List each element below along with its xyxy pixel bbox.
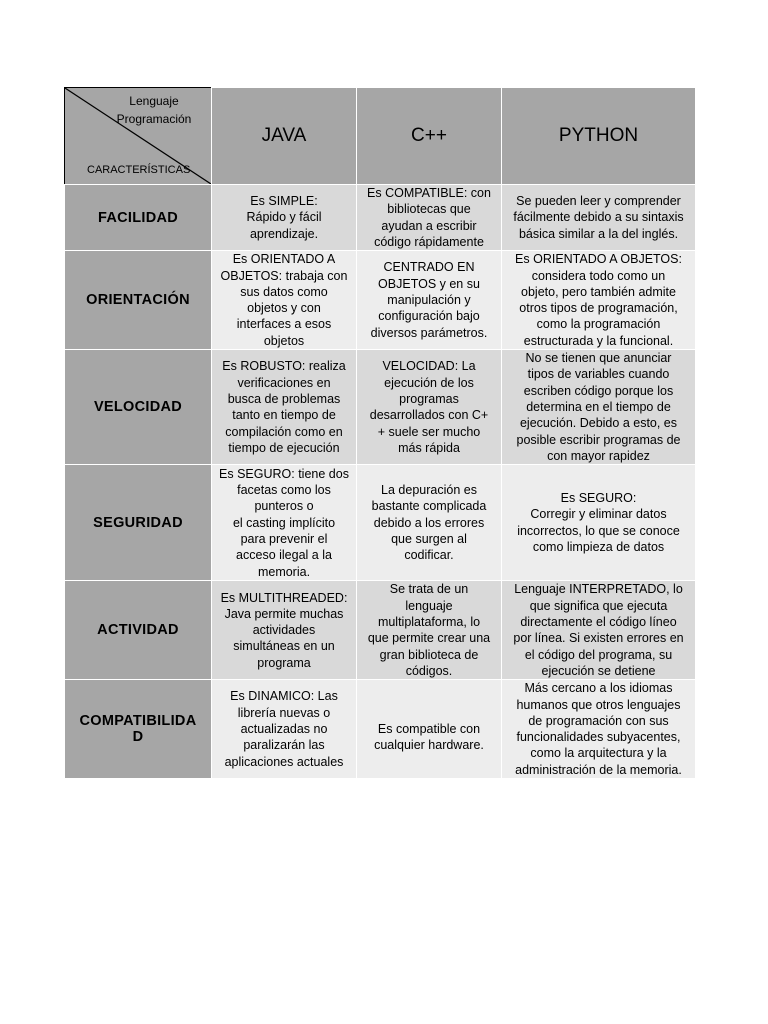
header-python: PYTHON: [502, 88, 696, 185]
cell-text-line: multiplataforma, lo: [377, 614, 481, 629]
cell-text-line: por línea. Si existen errores en: [513, 631, 684, 646]
cell-text-line: Corregir y eliminar datos: [530, 507, 667, 522]
cell-text-line: librería nuevas o: [237, 705, 331, 720]
cell-text-line: bastante complicada: [371, 499, 487, 514]
cell-text-line: VELOCIDAD: La: [382, 359, 476, 374]
cell-text-line: funcionalidades subyacentes,: [516, 730, 681, 745]
cell-text-line: sus datos como: [240, 284, 328, 299]
cell-text-line: como la programación: [536, 317, 661, 332]
cell-text-line: simultáneas en un: [233, 639, 335, 654]
cell-text-line: Es SIMPLE:: [250, 194, 318, 209]
cell-seguridad-python: [502, 465, 696, 581]
cell-text-line: códigos.: [405, 663, 453, 678]
cell-text-line: con mayor rapidez: [547, 448, 650, 463]
cell-text-line: Se trata de un: [389, 582, 469, 597]
cell-text-line: objetos: [263, 333, 305, 348]
corner-language-label: [99, 92, 209, 128]
row-label-orientacion: ORIENTACIÓN: [65, 251, 212, 350]
cell-text-line: cualquier hardware.: [374, 738, 484, 753]
cell-text-line: que permite crear una: [367, 631, 491, 646]
cell-text-line: fácilmente debido a su sintaxis: [513, 210, 684, 225]
cell-text-line: busca de problemas: [227, 391, 341, 406]
cell-text-line: el código del programa, su: [524, 647, 673, 662]
cell-text-line: el casting implícito: [232, 515, 336, 530]
cell-velocidad-java: [212, 350, 357, 465]
cell-text-line: como la arquitectura y la: [530, 746, 667, 761]
cell-actividad-java: [212, 581, 357, 680]
cell-text-line: Es COMPATIBLE: con: [367, 186, 491, 200]
cell-text-line: Es SEGURO: tiene dos: [219, 466, 349, 481]
cell-text-line: codificar.: [404, 548, 454, 563]
cell-text-line: OBJETOS y en su: [378, 276, 480, 291]
cell-text-line: estructurada y la funcional.: [523, 333, 674, 348]
row-label-velocidad: VELOCIDAD: [65, 350, 212, 465]
row-facilidad: [65, 185, 696, 251]
cell-text-line: facetas como los: [237, 483, 331, 498]
cell-text-line: Lenguaje INTERPRETADO, lo: [514, 582, 683, 597]
cell-text-line: compilación como en: [225, 424, 343, 439]
cell-text-line: manipulación y: [387, 293, 471, 308]
cell-text-line: interfaces a esos: [236, 317, 332, 332]
cell-text-line: ejecución de los: [384, 375, 474, 390]
cell-facilidad-java: [212, 185, 357, 251]
row-label-compatibilidad: [65, 680, 212, 779]
cell-text-line: configuración bajo: [378, 309, 480, 324]
cell-text-line: lenguaje: [405, 598, 453, 613]
cell-text-line: bibliotecas que: [387, 202, 471, 217]
row-label-compatibilidad-line2: D: [132, 729, 144, 746]
row-label-actividad: ACTIVIDAD: [65, 581, 212, 680]
cell-text-line: La depuración es: [381, 483, 477, 498]
row-velocidad: [65, 350, 696, 465]
cell-actividad-cpp: [357, 581, 502, 680]
cell-text-line: tanto en tiempo de: [232, 408, 336, 423]
row-actividad: [65, 581, 696, 680]
cell-text-line: básica similar a la del inglés.: [518, 226, 679, 241]
cell-text-line: tiempo de ejecución: [228, 440, 340, 455]
cell-text-line: actualizadas no: [240, 722, 328, 736]
row-seguridad: [65, 465, 696, 581]
row-compatibilidad: [65, 680, 696, 779]
cell-seguridad-java: [212, 465, 357, 581]
cell-text-line: Es compatible con: [377, 721, 481, 736]
cell-text-line: OBJETOS: trabaja con: [220, 268, 348, 283]
cell-text-line: humanos que otros lenguajes: [516, 697, 681, 712]
cell-text-line: ejecución. Debido a esto, es: [519, 416, 678, 431]
cell-text-line: posible escribir programas de: [516, 432, 681, 447]
cell-text-line: Es ROBUSTO: realiza: [222, 359, 346, 374]
cell-compatibilidad-java: [212, 680, 357, 779]
cell-text-line: de programación con sus: [528, 713, 669, 728]
cell-text-line: actividades: [252, 623, 316, 638]
cell-text-line: CENTRADO EN: [383, 260, 475, 275]
cell-velocidad-cpp: [357, 350, 502, 465]
cell-actividad-python: [502, 581, 696, 680]
cell-orientacion-python: [502, 251, 696, 350]
cell-text-line: gran biblioteca de: [379, 647, 479, 662]
cell-seguridad-cpp: [357, 465, 502, 581]
cell-text-line: + suele ser mucho: [377, 424, 481, 439]
cell-text-line: verificaciones en: [237, 375, 331, 390]
cell-text-line: No se tienen que anunciar: [525, 351, 672, 366]
cell-text-line: directamente el código líneo: [520, 614, 677, 629]
cell-compatibilidad-python: [502, 680, 696, 779]
cell-facilidad-cpp: [357, 185, 502, 251]
row-label-compatibilidad-line1: COMPATIBILIDA: [79, 713, 197, 730]
corner-characteristics-label: CARACTERÍSTICAS: [87, 164, 191, 176]
cell-text-line: objeto, pero también admite: [521, 284, 676, 299]
cell-text-line: debido a los errores: [373, 515, 485, 530]
cell-text-line: aplicaciones actuales: [224, 754, 344, 769]
cell-text-line: aprendizaje.: [249, 226, 319, 241]
cell-text-line: programas: [399, 391, 459, 406]
header-cpp: C++: [357, 88, 502, 185]
cell-velocidad-python: [502, 350, 696, 465]
cell-text-line: como limpieza de datos: [532, 540, 665, 555]
cell-text-line: código rápidamente: [374, 234, 484, 249]
cell-text-line: administración de la memoria.: [515, 762, 682, 777]
cell-text-line: ejecución se detiene: [541, 663, 656, 678]
cell-text-line: paralizarán las: [243, 738, 325, 753]
cell-orientacion-cpp: [357, 251, 502, 350]
cell-text-line: Rápido y fácil: [246, 210, 322, 225]
cell-text-line: acceso ilegal a la: [236, 548, 332, 563]
cell-text-line: memoria.: [257, 564, 311, 579]
corner-header-cell: [65, 88, 212, 185]
cell-text-line: ayudan a escribir: [381, 218, 477, 233]
row-label-facilidad: FACILIDAD: [65, 185, 212, 251]
corner-top-line2: Programación: [116, 112, 192, 126]
cell-text-line: considera todo como un: [531, 268, 666, 283]
cell-text-line: punteros o: [254, 499, 314, 514]
cell-text-line: objetos y con: [247, 301, 321, 316]
cell-text-line: Más cercano a los idiomas: [524, 681, 673, 696]
corner-top-line1: Lenguaje: [129, 94, 179, 108]
cell-text-line: Java permite muchas: [224, 606, 344, 621]
cell-text-line: incorrectos, lo que se conoce: [517, 523, 680, 538]
cell-text-line: diversos parámetros.: [370, 325, 488, 340]
cell-text-line: Es ORIENTADO A OBJETOS:: [515, 252, 682, 267]
cell-text-line: Se pueden leer y comprender: [516, 194, 681, 209]
cell-text-line: programa: [257, 655, 311, 670]
cell-facilidad-python: [502, 185, 696, 251]
cell-text-line: Es MULTITHREADED:: [220, 590, 348, 605]
cell-text-line: que surgen al: [391, 531, 467, 546]
cell-text-line: que significa que ejecuta: [529, 598, 668, 613]
cell-orientacion-java: [212, 251, 357, 350]
header-java: JAVA: [212, 88, 357, 185]
cell-compatibilidad-cpp: [357, 680, 502, 779]
cell-text-line: tipos de variables cuando: [527, 367, 670, 382]
cell-text-line: para prevenir el: [240, 531, 328, 546]
row-orientacion: [65, 251, 696, 350]
cell-text-line: más rápida: [398, 440, 460, 455]
cell-text-line: escriben código porque los: [523, 383, 674, 398]
cell-text-line: desarrollados con C+: [369, 408, 489, 423]
row-label-seguridad: SEGURIDAD: [65, 465, 212, 581]
cell-text-line: Es SEGURO:: [560, 491, 637, 506]
comparison-table: [64, 87, 696, 779]
header-row: [65, 88, 696, 185]
cell-text-line: otros tipos de programación,: [519, 301, 678, 316]
cell-text-line: Es DINAMICO: Las: [230, 689, 338, 704]
cell-text-line: determina en el tiempo de: [526, 400, 671, 415]
cell-text-line: Es ORIENTADO A: [232, 252, 336, 267]
